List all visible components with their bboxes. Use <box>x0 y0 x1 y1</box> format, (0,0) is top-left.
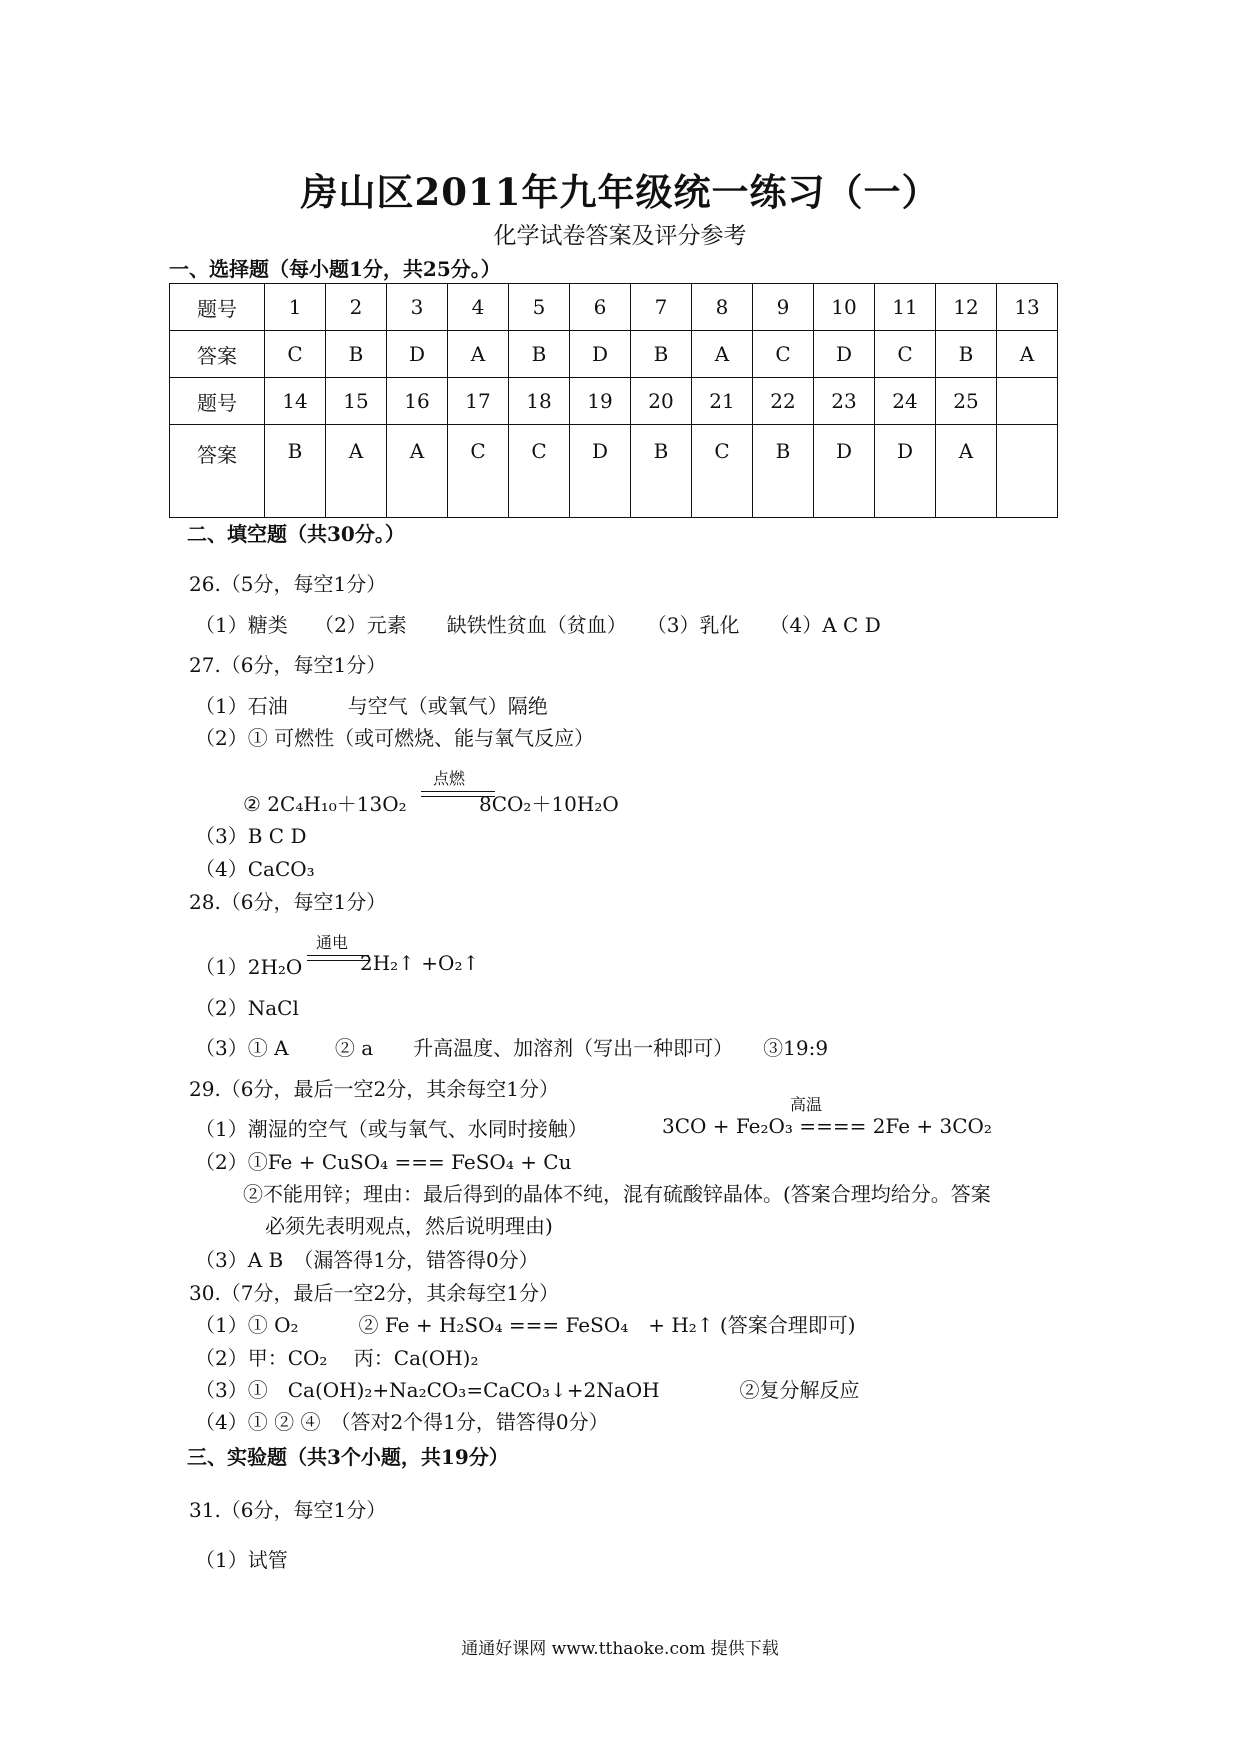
q30-answer-2: （2）甲：CO₂ 丙：Ca(OH)₂ <box>195 1346 479 1370</box>
q28-equation-condition: 通电 <box>316 933 349 952</box>
table-cell: 8 <box>692 284 753 331</box>
table-cell: B <box>509 331 570 378</box>
row-label: 题号 <box>170 378 265 425</box>
q30-heading: 30.（7分，最后一空2分，其余每空1分） <box>189 1281 559 1305</box>
table-cell: 18 <box>509 378 570 425</box>
q30-answer-1: （1）① O₂ ② Fe + H₂SO₄ === FeSO₄ + H₂↑ (答案合理即可) <box>195 1313 856 1337</box>
table-cell: C <box>509 425 570 518</box>
table-cell: 22 <box>753 378 814 425</box>
table-cell: 13 <box>997 284 1058 331</box>
table-row <box>170 378 1058 425</box>
table-cell: A <box>326 425 387 518</box>
table-cell: C <box>448 425 509 518</box>
table-cell: 17 <box>448 378 509 425</box>
table-row <box>170 425 1058 518</box>
table-cell: 14 <box>265 378 326 425</box>
section2-heading: 二、填空题（共30分。） <box>187 522 405 546</box>
table-cell: 6 <box>570 284 631 331</box>
q30-answer-3: （3）① Ca(OH)₂+Na₂CO₃=CaCO₃↓+2NaOH ②复分解反应 <box>195 1378 860 1402</box>
q28-answer-2: （2）NaCl <box>195 996 299 1020</box>
table-cell: 2 <box>326 284 387 331</box>
table-cell: B <box>631 331 692 378</box>
table-row <box>170 331 1058 378</box>
q27-answer-4: （4）CaCO₃ <box>195 857 315 881</box>
row-label: 答案 <box>170 425 265 518</box>
q29-equation: 3CO + Fe₂O₃ ==== 2Fe + 3CO₂ <box>662 1114 992 1138</box>
q30-answer-4: （4）① ② ④ （答对2个得1分，错答得0分） <box>195 1410 609 1434</box>
page-subtitle: 化学试卷答案及评分参考 <box>493 223 747 249</box>
table-cell: 16 <box>387 378 448 425</box>
table-cell: 1 <box>265 284 326 331</box>
table-cell: 5 <box>509 284 570 331</box>
table-cell: C <box>753 331 814 378</box>
q27-equation-right: 8CO₂＋10H₂O <box>479 792 619 816</box>
q28-answer-3: （3）① A ② a 升高温度、加溶剂（写出一种即可） ③19:9 <box>195 1036 829 1060</box>
table-cell: B <box>265 425 326 518</box>
table-cell: 24 <box>875 378 936 425</box>
table-cell: D <box>387 331 448 378</box>
table-cell: D <box>875 425 936 518</box>
q27-answer-3: （3）B C D <box>195 824 307 848</box>
table-row <box>170 284 1058 331</box>
q26-answer-1: （1）糖类 （2）元素 缺铁性贫血（贫血） （3）乳化 （4）A C D <box>195 613 881 637</box>
table-cell: 20 <box>631 378 692 425</box>
table-cell: 3 <box>387 284 448 331</box>
q29-answer-3-cont: 必须先表明观点，然后说明理由) <box>265 1214 553 1238</box>
table-cell: C <box>692 425 753 518</box>
q27-equation-condition: 点燃 <box>433 769 466 788</box>
section1-heading: 一、选择题（每小题1分，共25分。） <box>169 257 501 281</box>
row-label: 题号 <box>170 284 265 331</box>
table-cell: B <box>326 331 387 378</box>
row-label: 答案 <box>170 331 265 378</box>
table-cell: A <box>997 331 1058 378</box>
table-cell: 23 <box>814 378 875 425</box>
q27-answer-1: （1）石油 与空气（或氧气）隔绝 <box>195 694 548 718</box>
q31-heading: 31.（6分，每空1分） <box>189 1498 387 1522</box>
table-cell: 4 <box>448 284 509 331</box>
q28-equation-right: 2H₂↑ +O₂↑ <box>360 951 480 975</box>
section3-heading: 三、实验题（共3个小题，共19分） <box>187 1445 509 1469</box>
table-cell: D <box>570 425 631 518</box>
q29-answer-4: （3）A B （漏答得1分，错答得0分） <box>195 1248 539 1272</box>
table-cell: 25 <box>936 378 997 425</box>
table-cell: 11 <box>875 284 936 331</box>
table-cell: 15 <box>326 378 387 425</box>
answer-table <box>169 283 1058 518</box>
q27-equation-left: ② 2C₄H₁₀＋13O₂ <box>243 792 407 816</box>
table-cell: 10 <box>814 284 875 331</box>
page-title: 房山区2011年九年级统一练习（一） <box>300 170 940 214</box>
table-cell: 21 <box>692 378 753 425</box>
table-cell: B <box>936 331 997 378</box>
q29-answer-2: （2）①Fe + CuSO₄ === FeSO₄ + Cu <box>195 1150 572 1174</box>
table-cell: C <box>875 331 936 378</box>
table-cell: 9 <box>753 284 814 331</box>
table-cell: 12 <box>936 284 997 331</box>
table-cell <box>997 378 1058 425</box>
table-cell: 7 <box>631 284 692 331</box>
footer-text: 通通好课网 www.tthaoke.com 提供下载 <box>461 1639 779 1659</box>
table-cell: A <box>448 331 509 378</box>
table-cell: B <box>753 425 814 518</box>
table-cell: A <box>387 425 448 518</box>
table-cell: A <box>936 425 997 518</box>
q28-equation-left: （1）2H₂O <box>195 955 303 979</box>
table-cell: D <box>570 331 631 378</box>
table-cell: D <box>814 331 875 378</box>
table-cell: C <box>265 331 326 378</box>
table-cell: 19 <box>570 378 631 425</box>
q29-equation-condition: 高温 <box>790 1095 823 1114</box>
table-cell <box>997 425 1058 518</box>
q26-heading: 26.（5分，每空1分） <box>189 572 387 596</box>
q29-heading: 29.（6分，最后一空2分，其余每空1分） <box>189 1077 559 1101</box>
q27-answer-2: （2）① 可燃性（或可燃烧、能与氧气反应） <box>195 726 595 750</box>
table-cell: A <box>692 331 753 378</box>
q27-heading: 27.（6分，每空1分） <box>189 653 387 677</box>
q29-answer-3: ②不能用锌；理由：最后得到的晶体不纯，混有硫酸锌晶体。(答案合理均给分。答案 <box>243 1182 991 1206</box>
table-cell: B <box>631 425 692 518</box>
q29-answer-1: （1）潮湿的空气（或与氧气、水同时接触） <box>195 1117 588 1141</box>
q28-heading: 28.（6分，每空1分） <box>189 890 387 914</box>
table-cell: D <box>814 425 875 518</box>
q31-answer-1: （1）试管 <box>195 1548 288 1572</box>
